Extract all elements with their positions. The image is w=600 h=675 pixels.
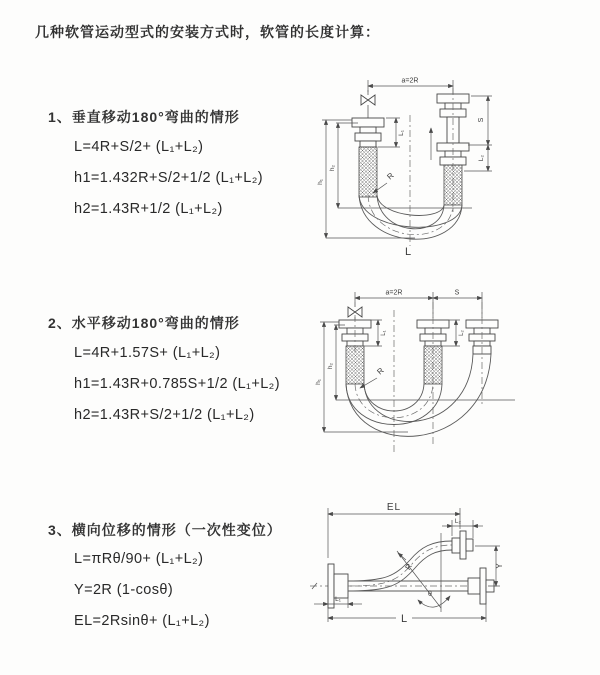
- dim-label-s: S: [454, 289, 460, 297]
- section-3-heading: 3、横向位移的情形（一次性变位）: [48, 522, 282, 538]
- section-2-heading: 2、水平移动180°弯曲的情形: [48, 315, 240, 331]
- upper-flange-displaced: [452, 531, 473, 559]
- formula-length-2: L=4R+1.57S+ (L₁+L₂): [74, 345, 221, 361]
- dim-label-l2: L₂: [454, 518, 462, 525]
- dim-label-h2: h₂: [329, 164, 336, 172]
- dim-label-l1: L₁: [335, 596, 341, 603]
- dim-label-l2: L₂: [459, 330, 465, 336]
- dim-label-y: Y: [495, 563, 504, 569]
- hose-u-bend: [346, 354, 491, 436]
- braided-hose-section: [359, 147, 377, 197]
- length-label: L: [400, 613, 408, 625]
- diagram-horizontal-180-bend: [310, 282, 600, 472]
- formula-length-3: L=πRθ/90+ (L₁+L₂): [74, 551, 204, 567]
- section-1-heading: 1、垂直移动180°弯曲的情形: [48, 109, 240, 125]
- dim-label-l1: L₁: [381, 330, 387, 336]
- diagram-lateral-displacement: [298, 498, 600, 663]
- dim-label-l1: L₁: [398, 130, 405, 136]
- formula-h1-1: h1=1.432R+S/2+1/2 (L₁+L₂): [74, 170, 264, 186]
- valve-icon: [361, 90, 375, 118]
- dim-label-h2: h₂: [327, 362, 334, 370]
- left-pipe-fitting: [352, 118, 384, 197]
- dim-label-el: EL: [386, 502, 402, 513]
- formula-length-1: L=4R+S/2+ (L₁+L₂): [74, 139, 204, 155]
- angle-label: θ: [428, 591, 432, 598]
- formula-y-3: Y=2R (1-cosθ): [74, 582, 174, 598]
- dim-label-h1: h₁: [317, 179, 324, 185]
- length-label: L: [404, 246, 412, 258]
- dim-label-s: S: [478, 117, 485, 123]
- formula-h1-2: h1=1.43R+0.785S+1/2 (L₁+L₂): [74, 376, 280, 392]
- formula-h2-1: h2=1.43R+1/2 (L₁+L₂): [74, 201, 223, 217]
- formula-h2-2: h2=1.43R+S/2+1/2 (L₁+L₂): [74, 407, 255, 423]
- dim-label-a2r: a=2R: [401, 77, 419, 85]
- dim-label-h1: h₁: [315, 379, 322, 385]
- dim-label-l2: L₂: [478, 154, 485, 162]
- hose-displaced-position: [348, 541, 452, 591]
- diagram-vertical-180-bend: [310, 70, 600, 275]
- radius-label: R: [403, 561, 415, 572]
- formula-el-3: EL=2Rsinθ+ (L₁+L₂): [74, 613, 210, 629]
- dim-label-a2r: a=2R: [385, 289, 403, 297]
- page-title: 几种软管运动型式的安装方式时，软管的长度计算：: [35, 24, 380, 40]
- radius-label: R: [385, 170, 396, 182]
- radius-label: R: [375, 365, 386, 377]
